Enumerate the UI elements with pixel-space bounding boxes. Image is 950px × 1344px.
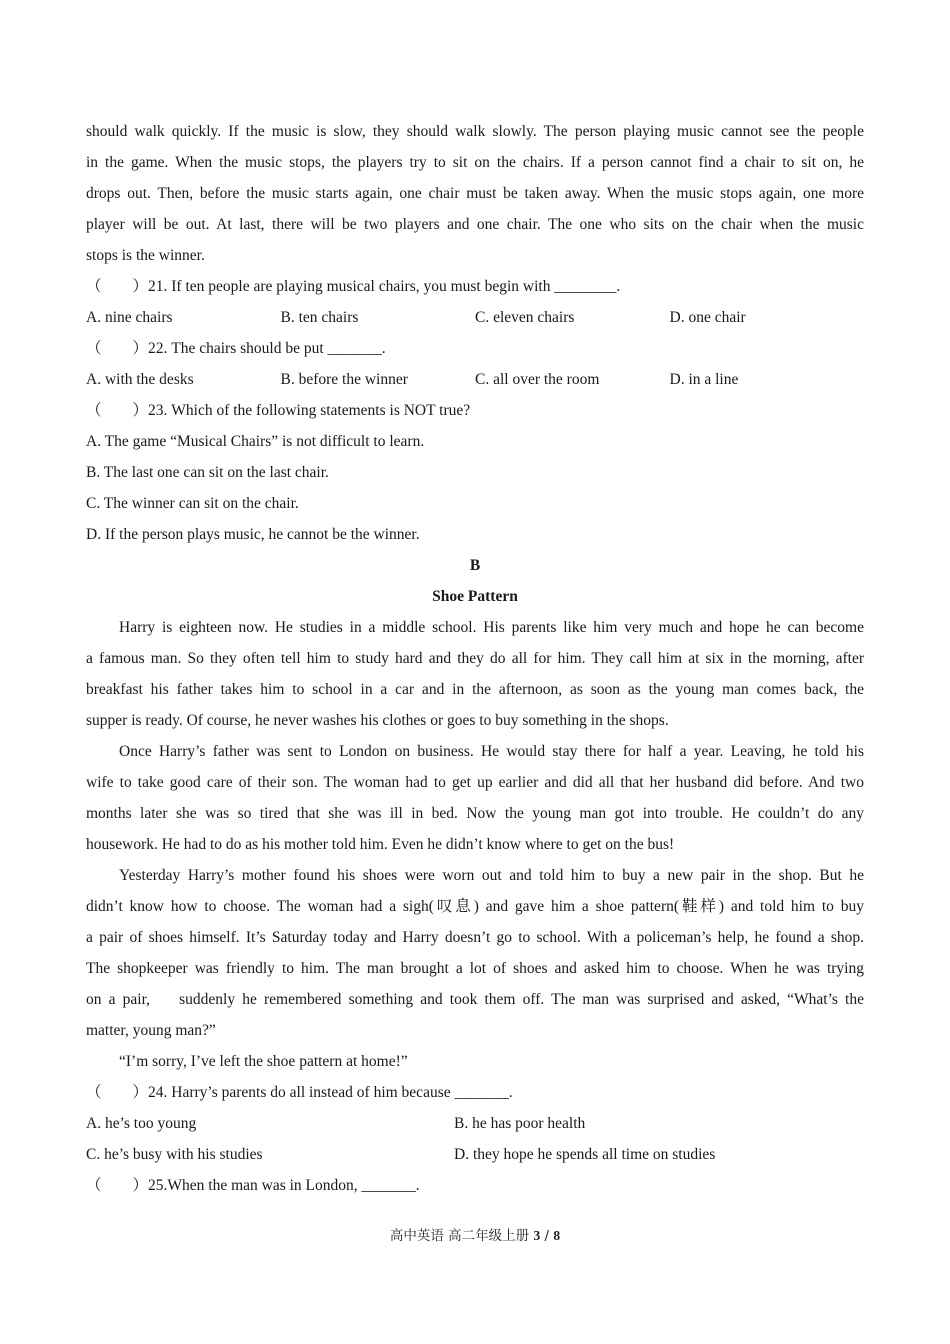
question-23 (86, 395, 864, 426)
passage-b-paragraph-4: “I’m sorry, I’ve left the shoe pattern at home!” (119, 1053, 408, 1070)
option-c: C. The winner can sit on the chair. (86, 495, 299, 512)
question-24-options-row-1 (86, 1108, 864, 1139)
document-page (86, 116, 864, 1201)
question-text: 23. Which of the following statements is NOT true? (148, 402, 471, 419)
passage-line: supper is ready. Of course, he never washes his clothes or goes to buy something in the shops. (86, 712, 669, 729)
passage-b-paragraph-3 (86, 860, 864, 1046)
passage-title: Shoe Pattern (432, 588, 518, 605)
question-text: 25.When the man was in London, _______. (148, 1177, 420, 1194)
option-b: B. he has poor health (454, 1115, 586, 1132)
passage-line: Yesterday Harry’s mother found his shoes were worn out and told him to buy a new pair in the shop. But he (119, 867, 864, 884)
question-text: 22. The chairs should be put _______. (148, 340, 386, 357)
option-d: D. in a line (669, 371, 739, 388)
passage-b-paragraph-1 (86, 612, 864, 736)
option-d: D. they hope he spends all time on studies (454, 1146, 716, 1163)
option-c: C. all over the room (475, 371, 600, 388)
question-25 (86, 1170, 864, 1201)
passage-line: in the game. When the music stops, the players try to sit on the chairs. If a person cannot find a chair to sit on, he (86, 154, 864, 171)
passage-line: on a pair, suddenly he remembered something and took them off. The man was surprised and asked, “What’s the (86, 991, 864, 1008)
option-d: D. one chair (669, 309, 746, 326)
option-a: A. nine chairs (86, 309, 173, 326)
question-22 (86, 333, 864, 364)
answer-blank[interactable]: （ ） (86, 1084, 149, 1101)
question-24 (86, 1077, 864, 1108)
passage-line: matter, young man?” (86, 1022, 216, 1039)
passage-b-paragraph-2 (86, 736, 864, 860)
option-a: A. The game “Musical Chairs” is not difficult to learn. (86, 433, 425, 450)
option-d: D. If the person plays music, he cannot be the winner. (86, 526, 420, 543)
passage-line: Harry is eighteen now. He studies in a middle school. His parents like him very much and hope he can become (119, 619, 864, 636)
passage-line: housework. He had to do as his mother told him. Even he didn’t know where to get on the bus! (86, 836, 675, 853)
option-c: C. eleven chairs (475, 309, 575, 326)
passage-line: months later she was so tired that she was ill in bed. Now the young man got into trouble. He couldn’t do any (86, 805, 864, 822)
footer-page-number: 3 (533, 1228, 541, 1243)
passage-line: wife to take good care of their son. The woman had to get up earlier and did all that her husband did before. And two (86, 774, 864, 791)
passage-a-tail (86, 116, 864, 271)
option-b: B. before the winner (280, 371, 408, 388)
question-22-options (86, 364, 864, 395)
passage-line: player will be out. At last, there will be two players and one chair. The one who sits on the chair when the music (86, 216, 864, 233)
passage-line: The shopkeeper was friendly to him. The man brought a lot of shoes and asked him to choose. When he was trying (86, 960, 864, 977)
answer-blank[interactable]: （ ） (86, 340, 149, 357)
option-a: A. with the desks (86, 371, 194, 388)
passage-line: Once Harry’s father was sent to London on business. He would stay there for half a year. Leaving, he told his (119, 743, 864, 760)
section-letter: B (469, 557, 481, 574)
question-text: 21. If ten people are playing musical chairs, you must begin with ________. (148, 278, 621, 295)
footer-page-total: 8 (553, 1228, 561, 1243)
question-21 (86, 271, 864, 302)
answer-blank[interactable]: （ ） (86, 1177, 149, 1194)
question-21-options (86, 302, 864, 333)
question-24-options-row-2 (86, 1139, 864, 1170)
answer-blank[interactable]: （ ） (86, 278, 149, 295)
footer-label: 高中英语 高二年级上册 (389, 1228, 534, 1244)
option-c: C. he’s busy with his studies (86, 1146, 263, 1163)
answer-blank[interactable]: （ ） (86, 402, 149, 419)
passage-line: should walk quickly. If the music is slow, they should walk slowly. The person playing music cannot see the people (86, 123, 864, 140)
passage-line: a pair of shoes himself. It’s Saturday today and Harry doesn’t go to school. With a policeman’s help, he found a shop. (86, 929, 864, 946)
option-b: B. ten chairs (280, 309, 359, 326)
passage-line: didn’t know how to choose. The woman had a sigh(叹息) and gave him a shoe pattern(鞋样) and told him to buy (86, 898, 864, 915)
footer-separator: / (540, 1228, 554, 1244)
page-footer (0, 1224, 950, 1244)
passage-line: stops is the winner. (86, 247, 205, 264)
passage-line: breakfast his father takes him to school in a car and in the afternoon, as soon as the young man comes back, the (86, 681, 864, 698)
passage-line: a famous man. So they often tell him to study hard and they do all for him. They call him at six in the morning, after (86, 650, 864, 667)
option-b: B. The last one can sit on the last chair. (86, 464, 329, 481)
passage-line: drops out. Then, before the music starts again, one chair must be taken away. When the music stops again, one more (86, 185, 864, 202)
question-text: 24. Harry’s parents do all instead of him because _______. (148, 1084, 513, 1101)
option-a: A. he’s too young (86, 1115, 197, 1132)
